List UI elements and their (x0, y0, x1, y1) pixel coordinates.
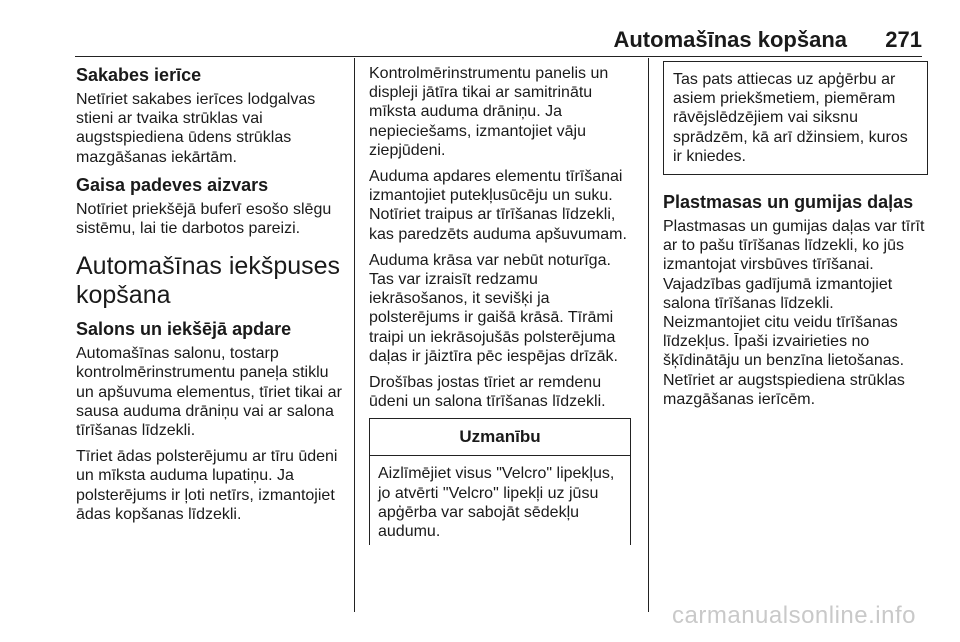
section-title-salons: Salons un iekšējā apdare (76, 319, 292, 340)
section-text-gaisa: Notīriet priekšējā buferī esošo slēgu sistēmu, lai tie darbotos pareizi. (76, 200, 332, 238)
section-text-plastmasas: Plastmasas un gumijas daļas var tīrīt ar to pašu tīrīšanas līdzekli, ko jūs izmantojat virsbūves tīrīšanai. Vajadzības gadījumā izmantojiet salona tīrīšanas līdzekli. Neizmantojiet citu veidu tīrīšanas līdzekļus. Īpaši izvairieties no šķīdinātāju un benzīna lietošanas. Netīriet ar augstspiediena strūklas mazgāšanas ierīcēm. (663, 218, 925, 408)
column-2 (369, 64, 631, 545)
warning-title: Uzmanību (370, 418, 630, 456)
section-title-sakabes: Sakabes ierīce (76, 65, 202, 85)
section-text-salons-1: Automašīnas salonu, tostarp kontrolmērinstrumentu paneļa stiklu un apšuvuma elementus, tīriet tikai ar sausa auduma drāniņu vai ar salona tīrīšanas līdzekli. (76, 345, 342, 440)
paragraph-color: Auduma krāsa var nebūt noturīga. Tas var izraisīt redzamu iekrāsošanos, it sevišķi ja polsterējums ir gaišā krāsā. Tīrāmi traipi un iekrāsojušās polsterējuma daļas ir jāiztīra pēc iespējas drīzāk. (369, 251, 618, 365)
column-1 (76, 64, 346, 531)
column-3 (663, 64, 928, 416)
page-header (0, 27, 960, 57)
paragraph-belts: Drošības jostas tīriet ar remdenu ūdeni un salona tīrīšanas līdzekli. (369, 374, 606, 411)
section-title-gaisa: Gaisa padeves aizvars (76, 174, 269, 195)
warning-text: Aizlīmējiet visus "Velcro" lipekļus, jo atvērti "Velcro" lipekļi uz jūsu apģērba var sabojāt sēdekļu audumu. (378, 465, 615, 541)
paragraph-fabric: Auduma apdares elementu tīrīšanai izmantojiet putekļusūcēju un suku. Notīriet traipus ar tīrīšanas līdzekli, kas paredzēts auduma apšuvumam. (369, 168, 627, 243)
section-text-salons-2: Tīriet ādas polsterējumu ar tīru ūdeni un mīksta auduma lupatiņu. Ja polsterējums ir ļoti netīrs, izmantojiet ādas kopšanas līdzekli. (76, 448, 338, 523)
note-text: Tas pats attiecas uz apģērbu ar asiem priekšmetiem, piemēram rāvējslēdzējiem vai siksnu sprādzēm, kā arī džinsiem, kuros ir kniedes. (673, 71, 908, 165)
watermark: carmanualsonline.info (672, 602, 916, 629)
paragraph-panel: Kontrolmērinstrumentu panelis un displeji jātīra tikai ar samitrinātu mīksta auduma drāniņu. Ja nepieciešams, izmantojiet vāju ziepjūdeni. (369, 65, 609, 159)
header-title: Automašīnas kopšana (613, 27, 847, 52)
column-divider-1 (354, 58, 355, 612)
header-rule (75, 56, 922, 57)
section-text-sakabes: Netīriet sakabes ierīces lodgalvas stieni ar tvaika strūklas vai augstspiediena ūdens strūklas mazgāšanas iekārtām. (76, 91, 316, 166)
note-box (663, 61, 928, 175)
column-divider-2 (648, 58, 649, 612)
section-title-plastmasas: Plastmasas un gumijas daļas (663, 192, 914, 213)
warning-body (370, 456, 630, 541)
page-number: 271 (885, 27, 922, 52)
chapter-title: Automašīnas iekšpuses kopšana (76, 252, 341, 310)
warning-box (369, 418, 631, 545)
